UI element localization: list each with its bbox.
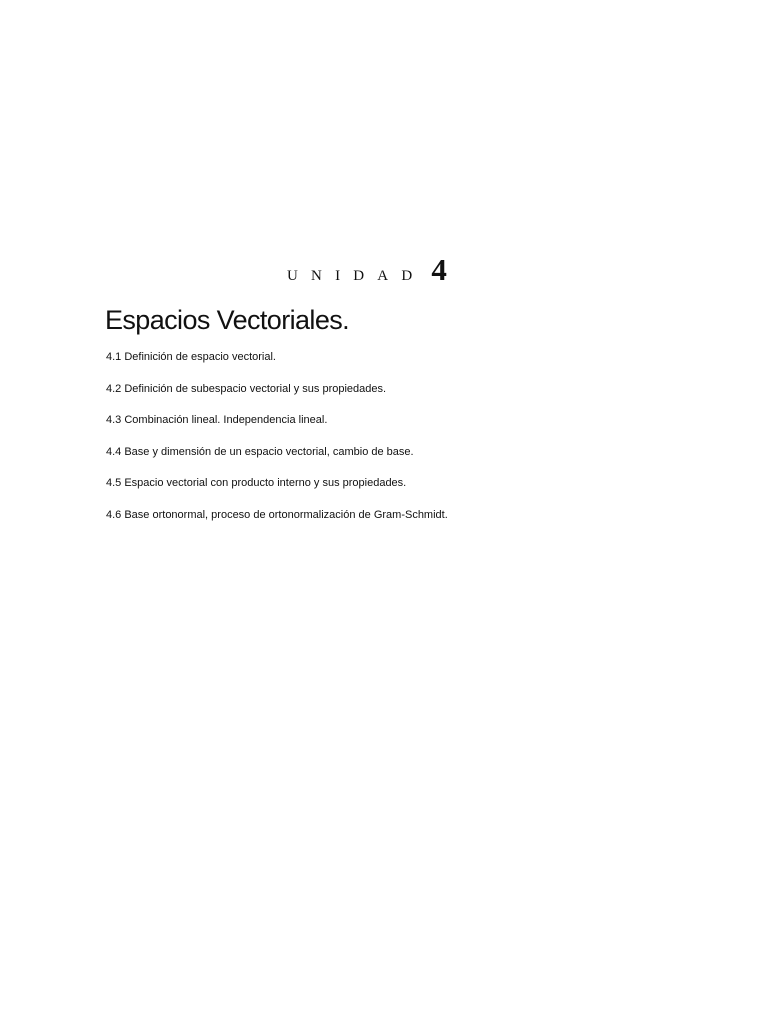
toc-item-4-1: 4.1 Definición de espacio vectorial.	[106, 351, 276, 363]
toc-item-4-3: 4.3 Combinación lineal. Independencia lineal.	[106, 414, 328, 427]
table-of-contents	[106, 349, 448, 539]
unit-number: 4	[431, 252, 447, 287]
toc-item-4-2: 4.2 Definición de subespacio vectorial y sus propiedades.	[106, 382, 387, 395]
toc-item-4-6: 4.6 Base ortonormal, proceso de ortonormalización de Gram-Schmidt.	[106, 508, 448, 521]
toc-item-4-5: 4.5 Espacio vectorial con producto interno y sus propiedades.	[106, 477, 407, 490]
unit-label: UNIDAD	[287, 268, 426, 284]
unit-heading	[287, 252, 447, 288]
toc-item-4-4: 4.4 Base y dimensión de un espacio vectorial, cambio de base.	[106, 445, 414, 458]
chapter-title: Espacios Vectoriales.	[105, 305, 350, 335]
